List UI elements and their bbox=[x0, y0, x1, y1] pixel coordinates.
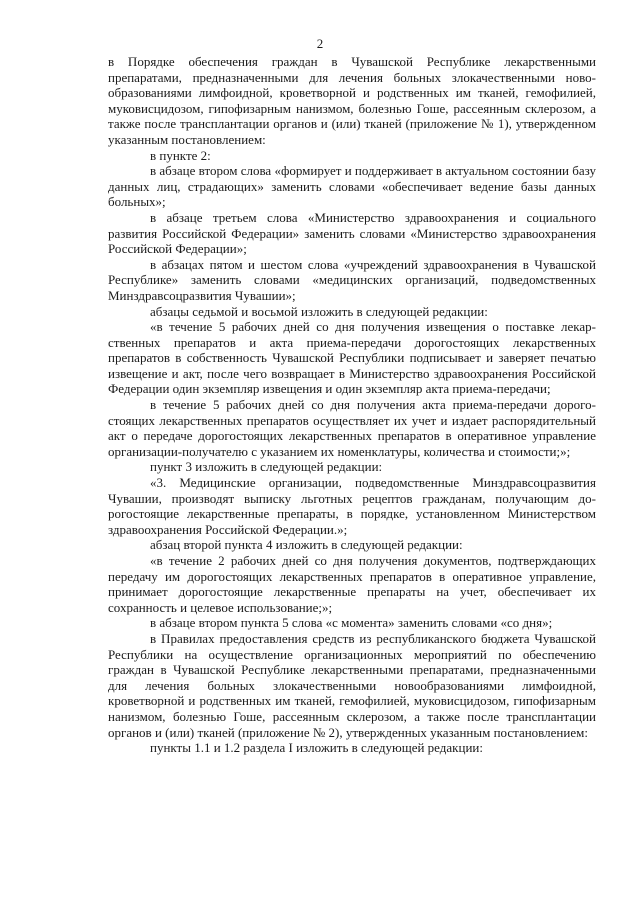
paragraph: пункт 3 изложить в следующей редакции: bbox=[150, 459, 383, 475]
paragraph: «в течение 2 рабочих дней со дня получения документов, подтверждающих передачу им дорогостоящих лекарственных препаратов в оперативное управление, принимает дорогостоящие лекарственные препараты на учет, обеспечивает их сохранность и целевое использование;»; bbox=[108, 553, 596, 615]
paragraph: «3. Медицинские организации, подведомственные Минздравсоцразвития Чувашии, производят выписку льготных рецептов гражданам, получающим дорогостоящие лекарственные препараты, в порядке, установленном Министерством здравоохранения Российской Федерации.»; bbox=[108, 475, 596, 537]
paragraph: абзацы седьмой и восьмой изложить в следующей редакции: bbox=[150, 303, 488, 319]
paragraph: в абзаце втором пункта 5 слова «с момента» заменить словами «со дня»; bbox=[150, 615, 553, 631]
paragraph: в пункте 2: bbox=[150, 147, 211, 163]
paragraph: в Правилах предоставления средств из республиканского бюджета Чувашской Республики на осуществление организационных мероприятий по обеспечению граждан в Чувашской Республике лекарственными препаратами, предназначенными для лечения больных злокачественными новообразованиями лимфоидной, кроветворной и родственных им тканей, гемофилией, муковисцидозом, гипофизарным нанизмом, болезнью Гоше, рассеянным склерозом, а также после трансплантации органов и (или) тканей (приложение № 2), утвержденных указанным постановлением: bbox=[108, 630, 596, 740]
paragraph: в абзаце третьем слова «Министерство здравоохранения и социального развития Российской Федерации» заменить словами «Министерство здравоохранения Российской Федерации»; bbox=[108, 209, 596, 257]
paragraph: абзац второй пункта 4 изложить в следующей редакции: bbox=[150, 537, 463, 553]
paragraph: в абзацах пятом и шестом слова «учреждений здравоохранения в Чувашской Республике» заменить словами «медицинских организаций, подведомственных Минздравсоцразвития Чувашии»; bbox=[108, 256, 596, 303]
document-body bbox=[108, 54, 596, 756]
paragraph: в абзаце втором слова «формирует и поддерживает в актуальном состоянии базу данных лиц, страдающих» заменить словами «обеспечивает ведение базы данных больных»; bbox=[108, 163, 596, 210]
paragraph: «в течение 5 рабочих дней со дня получения извещения о поставке лекарственных препаратов и акта приема-передачи дорогостоящих лекарственных препаратов в собственность Чувашской Республики подписывает и заверяет печатью извещение и акт, после чего возвращает в Министерство здравоохранения Российской Федерации один экземпляр извещения и один экземпляр акта приема-передачи; bbox=[108, 319, 596, 397]
page-number: 2 bbox=[316, 36, 324, 51]
paragraph: пункты 1.1 и 1.2 раздела I изложить в следующей редакции: bbox=[150, 740, 483, 756]
paragraph: в Порядке обеспечения граждан в Чувашской Республике лекарственными препаратами, предназначенными для лечения больных злокачественными новообразованиями лимфоидной, кроветворной и родственных им тканей, гемофилией, муковисцидозом, гипофизарным нанизмом, болезнью Гоше, рассеянным склерозом, а также после трансплантации органов и (или) тканей (приложение № 1), утвержденном указанным постановлением: bbox=[108, 54, 596, 147]
paragraph: в течение 5 рабочих дней со дня получения акта приема-передачи дорогостоящих лекарственных препаратов осуществляет их учет и издает распорядительный акт о передаче дорогостоящих лекарственных препаратов в оперативное управление организации-получателю с указанием их номенклатуры, количества и стоимости;»; bbox=[108, 397, 596, 459]
